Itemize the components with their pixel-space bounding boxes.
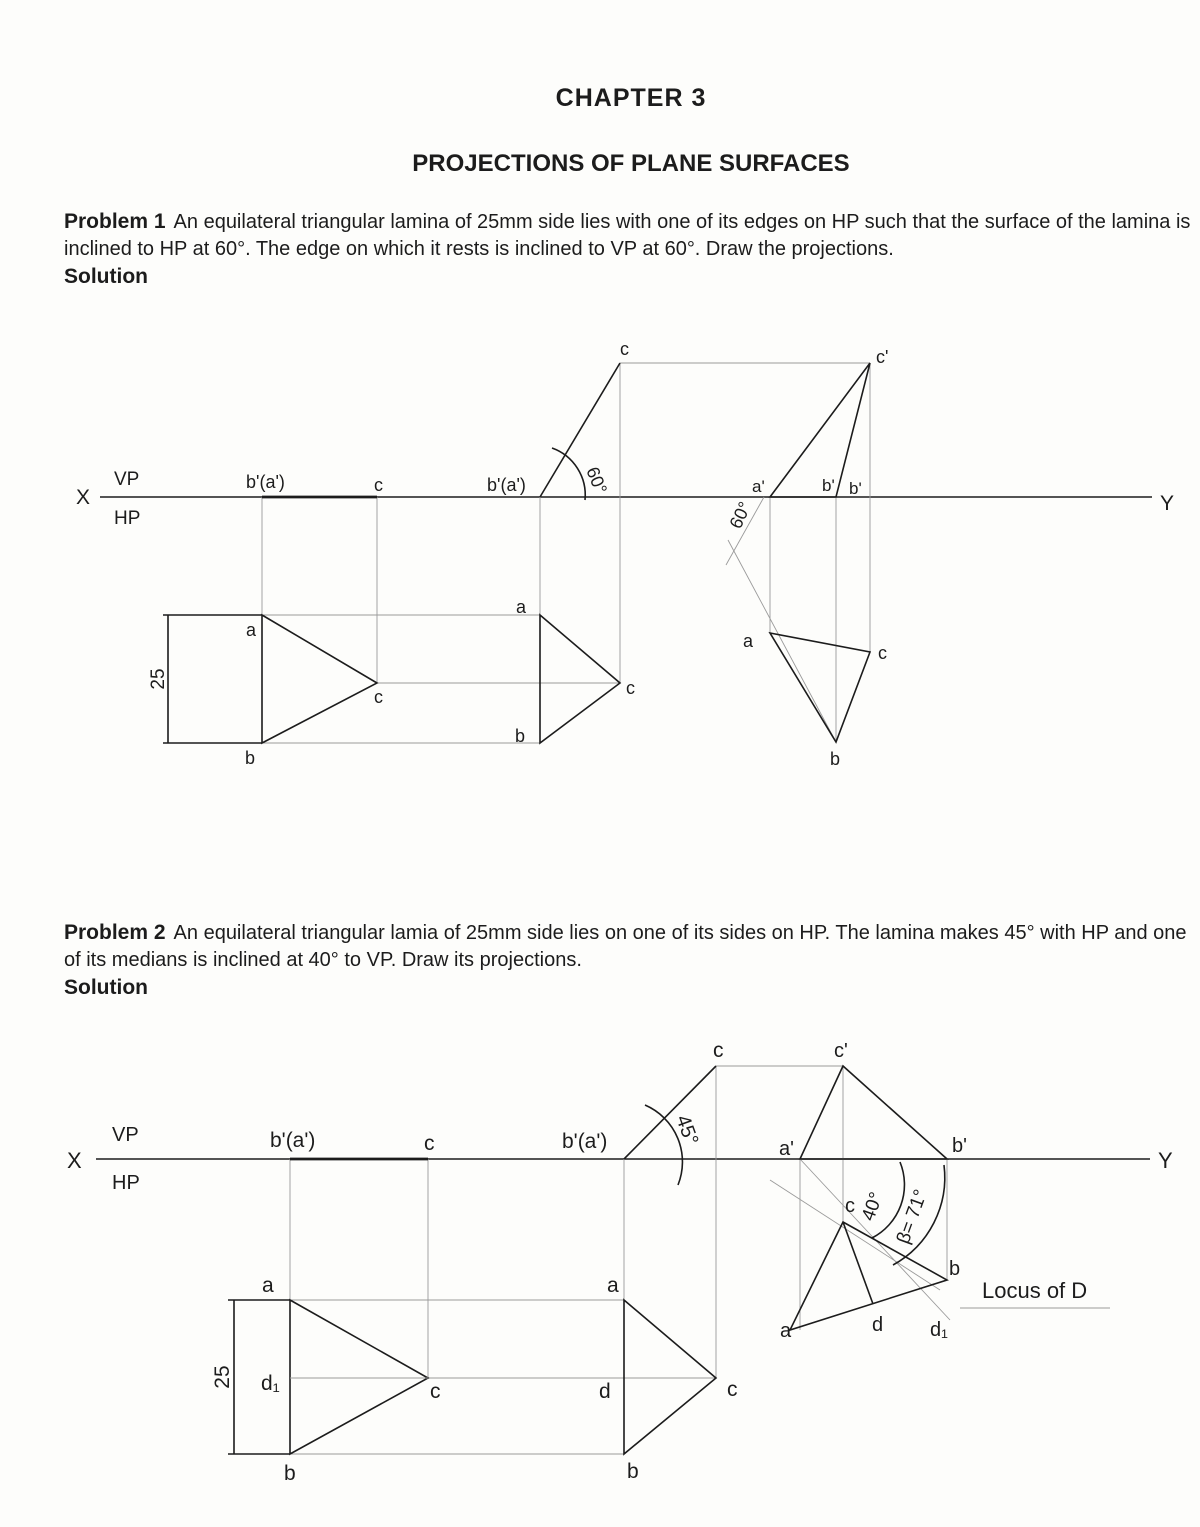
vp-label-2: VP	[112, 1124, 139, 1146]
label-c-top-3b: c	[845, 1195, 855, 1217]
label-b-prime-3a: b'	[822, 476, 835, 495]
top-view-triangle-1	[262, 615, 377, 743]
angle-40-label: 40°	[857, 1189, 888, 1224]
label-a-3b: a	[780, 1320, 792, 1342]
label-c-prime-3: c'	[876, 347, 889, 367]
problem-1-text: An equilateral triangular lamina of 25mm side lies with one of its edges on HP such that the surface of the lamina is inclined to HP at 60°. The edge on which it rests is inclined to VP at 60°. Draw the projections.	[64, 211, 1191, 260]
label-a-1b: a	[262, 1274, 274, 1297]
label-b-3: b	[830, 749, 841, 769]
locus-of-d-label: Locus of D	[982, 1278, 1088, 1303]
projector-lines	[262, 363, 870, 743]
dimension-25-b-label: 25	[211, 1365, 234, 1389]
front-view-triangle-3b	[800, 1066, 947, 1159]
problem-2-solution-label: Solution	[64, 976, 148, 999]
label-b-prime-3b: b'	[952, 1135, 967, 1157]
label-c-top-1b: c	[430, 1380, 441, 1403]
dimension-25	[148, 615, 262, 743]
label-d1-3b: d₁	[930, 1319, 948, 1341]
problem-1	[64, 208, 1194, 290]
label-b-prime-3b: b'	[849, 479, 862, 498]
median-line-3b	[843, 1222, 873, 1304]
problem-2-diagram	[0, 1000, 1200, 1520]
angle-45-label: 45°	[671, 1112, 703, 1149]
label-b-a-prime-1: b'(a')	[246, 472, 285, 492]
label-a-prime-3b: a'	[779, 1138, 794, 1160]
label-a-3: a	[743, 631, 754, 651]
top-view-triangle-1b	[290, 1300, 428, 1454]
angle-arc-60-front	[552, 448, 585, 500]
label-a-2: a	[516, 597, 527, 617]
label-c-front-1: c	[374, 475, 383, 495]
dimension-25-label: 25	[148, 668, 169, 690]
label-c-front-1b: c	[424, 1132, 435, 1155]
x-label-2: X	[67, 1148, 82, 1173]
label-c-top-2b: c	[727, 1378, 738, 1401]
label-c-top-2: c	[626, 678, 635, 698]
chapter-heading: CHAPTER 3	[555, 84, 707, 112]
label-b-1: b	[245, 748, 256, 768]
label-a-prime-3: a'	[752, 477, 765, 496]
beta-label: β= 71°	[892, 1186, 932, 1247]
projector-lines-2	[290, 1066, 1110, 1454]
angle-60-top-label: 60°	[725, 498, 756, 532]
label-c-top-3: c	[878, 643, 887, 663]
hp-label-2: HP	[112, 1172, 140, 1194]
label-b-1b: b	[284, 1462, 296, 1485]
label-b-a-prime-1b: b'(a')	[270, 1129, 316, 1152]
y-label-2: Y	[1158, 1148, 1173, 1173]
top-view-triangle-2b	[624, 1300, 716, 1454]
label-a-2b: a	[607, 1274, 619, 1297]
label-c-top-1: c	[374, 687, 383, 707]
problem-1-label: Problem 1	[64, 210, 166, 233]
problem-2-text: An equilateral triangular lamia of 25mm side lies on one of its sides on HP. The lamina makes 45° with HP and one of its medians is inclined at 40° to VP. Draw its projections.	[64, 922, 1187, 971]
front-view-triangle-3	[770, 363, 870, 497]
hp-label: HP	[114, 508, 141, 529]
problem-2	[64, 919, 1194, 1001]
page-title: PROJECTIONS OF PLANE SURFACES	[412, 150, 850, 177]
label-b-a-prime-2b: b'(a')	[562, 1130, 608, 1153]
problem-1-solution-label: Solution	[64, 265, 148, 288]
front-view-edge-2b	[624, 1066, 716, 1159]
label-b-3b: b	[949, 1258, 961, 1280]
label-a-1: a	[246, 620, 257, 640]
top-view-triangle-2	[540, 615, 620, 743]
front-view-edge-2	[540, 363, 620, 497]
label-b-2b: b	[627, 1460, 639, 1483]
label-d1-1b: d₁	[261, 1372, 280, 1395]
problem-1-diagram	[0, 300, 1200, 900]
y-label: Y	[1160, 492, 1175, 515]
x-label: X	[76, 486, 91, 509]
top-view-triangle-3	[770, 633, 870, 742]
label-d-2b: d	[599, 1380, 611, 1403]
angle-60-front-label: 60°	[582, 464, 612, 497]
label-c-front-2: c	[620, 339, 629, 359]
label-d-3b: d	[872, 1314, 884, 1336]
problem-2-label: Problem 2	[64, 921, 166, 944]
label-c-prime-3b: c'	[834, 1040, 848, 1062]
label-c-front-2b: c	[713, 1039, 724, 1062]
vp-label: VP	[114, 469, 140, 490]
label-b-a-prime-2: b'(a')	[487, 475, 526, 495]
label-b-2: b	[515, 726, 526, 746]
